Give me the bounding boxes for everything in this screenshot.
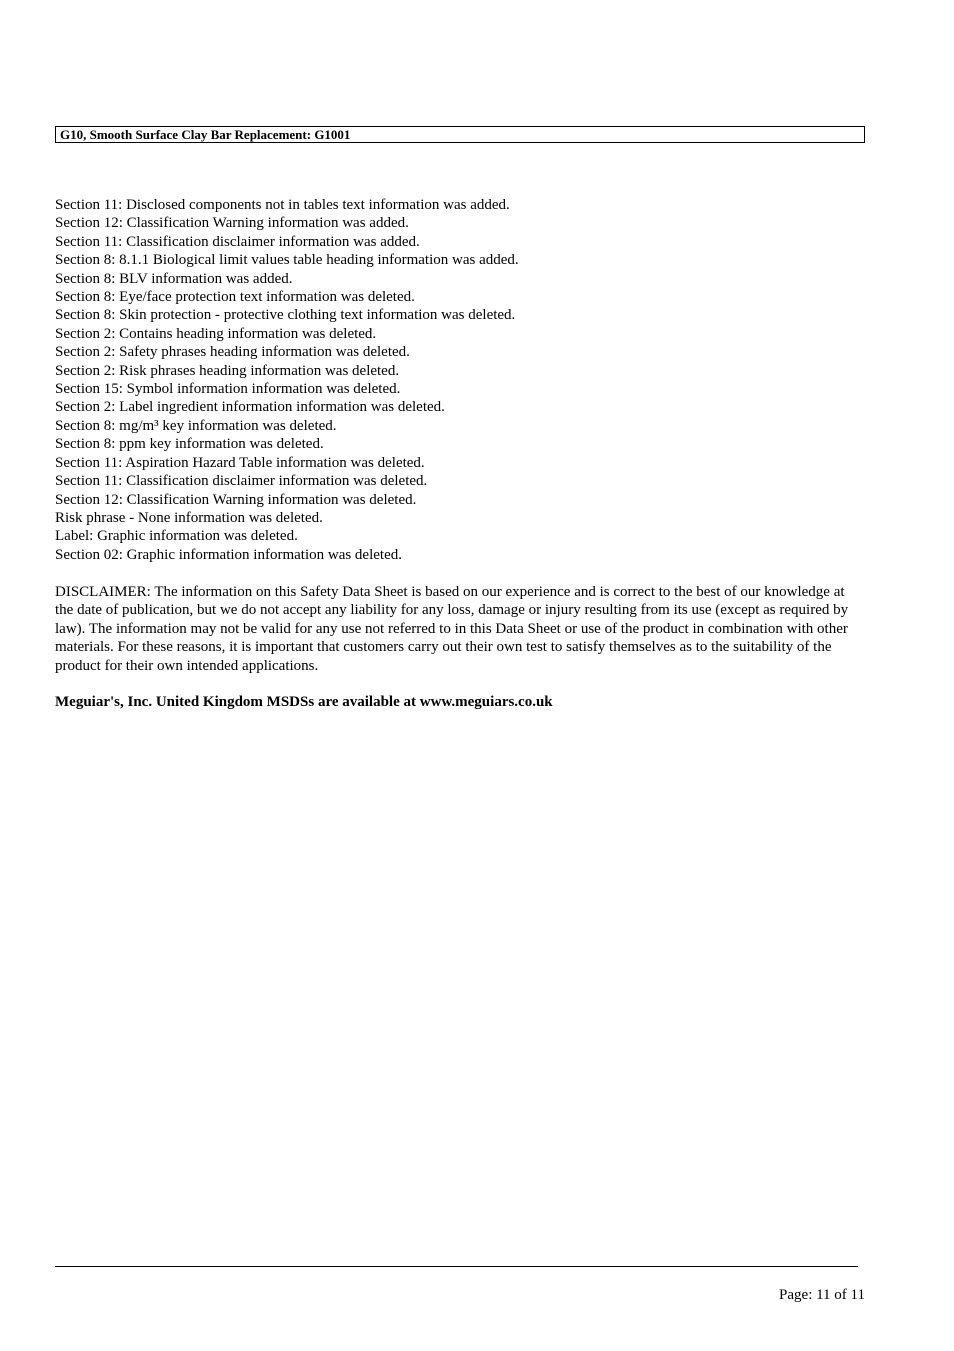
revision-changes-list — [55, 196, 519, 564]
list-item: Section 8: mg/m³ key information was deleted. — [55, 417, 337, 434]
list-item: Section 2: Label ingredient information information was deleted. — [55, 399, 445, 416]
list-item: Label: Graphic information was deleted. — [55, 528, 298, 545]
footer-divider — [55, 1266, 858, 1267]
list-item: Section 8: Skin protection - protective clothing text information was deleted. — [55, 307, 516, 324]
list-item: Section 2: Contains heading information was deleted. — [55, 325, 377, 342]
list-item: Section 8: ppm key information was deleted. — [55, 436, 324, 453]
list-item: Section 8: BLV information was added. — [55, 270, 293, 287]
list-item: Section 8: Eye/face protection text information was deleted. — [55, 289, 415, 306]
page-number: Page: 11 of 11 — [779, 1287, 865, 1303]
msds-availability-note: Meguiar's, Inc. United Kingdom MSDSs are available at www.meguiars.co.uk — [55, 694, 553, 710]
disclaimer-paragraph: DISCLAIMER: The information on this Safety Data Sheet is based on our experience and is correct to the best of our knowledge at the date of publication, but we do not accept any liability for any loss, damage or injury resulting from its use (except as required by law). The information may not be valid for any use not referred to in this Data Sheet or use of the product in combination with other materials. For these reasons, it is important that customers carry out their own test to satisfy themselves as to the suitability of the product for their own intended applications. — [55, 584, 849, 674]
list-item: Section 11: Classification disclaimer information was added. — [55, 233, 420, 250]
product-header: G10, Smooth Surface Clay Bar Replacement: G1001 — [55, 126, 865, 143]
list-item: Section 12: Classification Warning information was added. — [55, 215, 409, 232]
list-item: Risk phrase - None information was deleted. — [55, 509, 323, 526]
list-item: Section 8: 8.1.1 Biological limit values table heading information was added. — [55, 252, 519, 269]
list-item: Section 11: Classification disclaimer information was deleted. — [55, 473, 428, 490]
list-item: Section 15: Symbol information information was deleted. — [55, 381, 401, 398]
list-item: Section 02: Graphic information information was deleted. — [55, 546, 402, 563]
list-item: Section 11: Disclosed components not in tables text information was added. — [55, 197, 510, 213]
list-item: Section 11: Aspiration Hazard Table information was deleted. — [55, 454, 425, 471]
list-item: Section 2: Risk phrases heading information was deleted. — [55, 362, 400, 379]
list-item: Section 2: Safety phrases heading information was deleted. — [55, 344, 410, 361]
list-item: Section 12: Classification Warning information was deleted. — [55, 491, 417, 508]
